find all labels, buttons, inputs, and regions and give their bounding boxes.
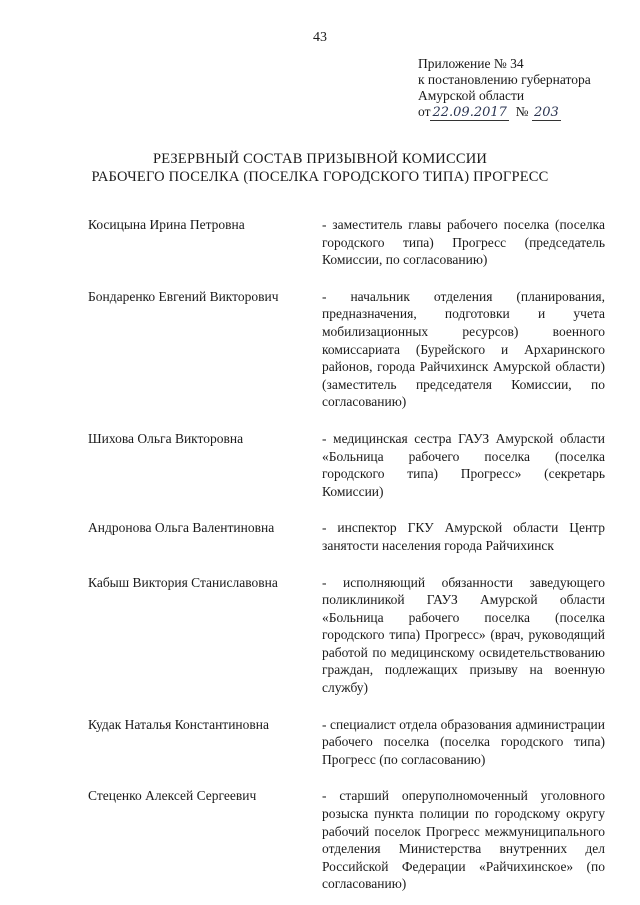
handwritten-number: 203 xyxy=(533,105,559,120)
page-number: 43 xyxy=(313,30,327,45)
member-entry xyxy=(88,574,605,697)
member-name: Бондаренко Евгений Викторович xyxy=(88,288,279,304)
member-role: - начальник отделения (планирования, предназначения, подготовки и учета мобилизационных ресурсов) военного комиссариата (Бурейского и Архаринского районов, города Райчихинск Амурской области) (заместитель председателя Комиссии, по согласованию) xyxy=(322,288,605,410)
members-list xyxy=(88,216,605,893)
title-line-1: РЕЗЕРВНЫЙ СОСТАВ ПРИЗЫВНОЙ КОМИССИИ xyxy=(152,151,488,167)
appendix-line-3: Амурской области xyxy=(418,88,525,103)
member-entry xyxy=(88,787,605,893)
member-name: Андронова Ольга Валентиновна xyxy=(88,520,275,536)
member-name: Кудак Наталья Константиновна xyxy=(88,716,269,732)
member-name: Шихова Ольга Викторовна xyxy=(88,430,244,446)
member-entry xyxy=(88,216,605,269)
member-role: - специалист отдела образования администрации рабочего поселка (поселка городского типа) Прогресс (по согласованию) xyxy=(322,716,605,767)
member-entry xyxy=(88,430,605,500)
document-title xyxy=(0,150,640,186)
appendix-date-row xyxy=(418,104,618,121)
member-name: Стеценко Алексей Сергеевич xyxy=(88,788,257,804)
member-entry xyxy=(88,288,605,411)
member-role: - заместитель главы рабочего поселка (поселка городского типа) Прогресс (председатель Комиссии, по согласованию) xyxy=(322,217,605,268)
member-name: Косицына Ирина Петровна xyxy=(88,217,245,232)
member-name: Кабыш Виктория Станиславовна xyxy=(88,574,278,590)
number-prefix: № xyxy=(515,104,529,119)
date-prefix: от xyxy=(418,104,431,119)
handwritten-date: 22.09.2017 xyxy=(432,105,507,120)
member-entry xyxy=(88,519,605,554)
member-role: - инспектор ГКУ Амурской области Центр занятости населения города Райчихинск xyxy=(322,520,605,553)
appendix-line-1: Приложение № 34 xyxy=(418,56,524,71)
appendix-block xyxy=(418,56,618,121)
member-role: - старший оперуполномоченный уголовного розыска пункта полиции по городскому округу рабочий поселок Прогресс межмуниципального отделения Министерства внутренних дел Российской Федерации «Райчихинское» (по согласованию) xyxy=(322,788,605,892)
member-role: - медицинская сестра ГАУЗ Амурской области «Больница рабочего поселка (поселка городского типа) Прогресс» (секретарь Комиссии) xyxy=(322,430,605,499)
title-line-2: РАБОЧЕГО ПОСЕЛКА (ПОСЕЛКА ГОРОДСКОГО ТИПА) ПРОГРЕСС xyxy=(91,169,549,185)
member-role: - исполняющий обязанности заведующего поликлиникой ГАУЗ Амурской области «Больница рабочего поселка (поселка городского типа) Прогресс» (врач, руководящий работой по медицинскому освидетельствованию граждан, подлежащих призыву на военную службу) xyxy=(322,574,605,696)
member-entry xyxy=(88,716,605,769)
appendix-line-2: к постановлению губернатора xyxy=(418,72,591,87)
